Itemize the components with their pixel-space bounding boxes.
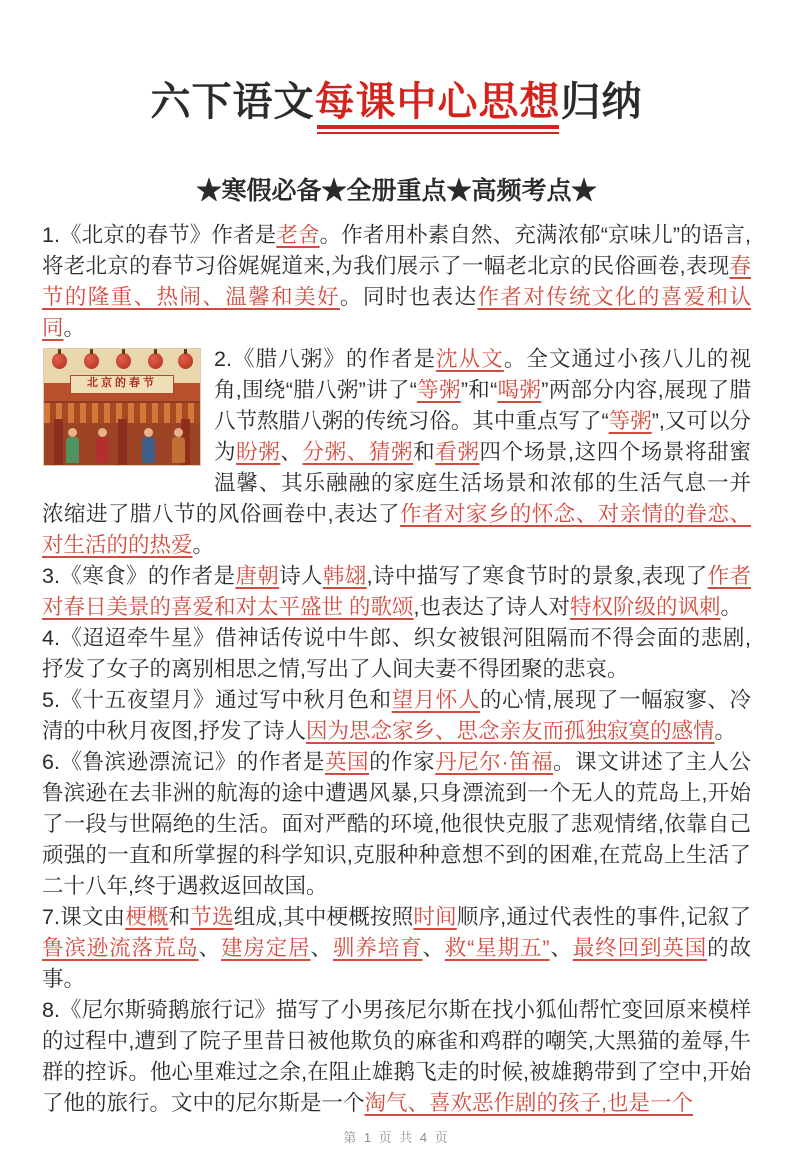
paragraph-2	[42, 344, 751, 561]
cover-person	[142, 437, 155, 463]
title-prefix: 六下语文	[150, 79, 315, 124]
page-title	[42, 77, 751, 127]
body-text: 。	[192, 532, 215, 557]
paragraph-7-text	[42, 905, 751, 991]
page-subtitle: ★寒假必备★全册重点★高频考点★	[196, 176, 597, 205]
body-text: ”,又可以分为	[214, 408, 751, 464]
highlighted-text: 作者对传统文化的喜爱和认同	[42, 284, 751, 340]
body-text: 、	[549, 935, 573, 960]
body-text: 2.《腊八粥》的作者是	[214, 346, 437, 371]
body-text: 、	[310, 935, 333, 960]
highlighted-text: 等粥	[608, 408, 652, 433]
lantern-icon	[52, 353, 67, 369]
cover-pillar	[118, 419, 127, 465]
cover-person	[96, 437, 109, 463]
paragraph-5	[42, 685, 751, 747]
body-text: ,也表达了诗人对	[413, 594, 570, 619]
paragraph-5-text	[42, 688, 751, 743]
body-text: 4.《迢迢牵牛星》借神话传说中牛郎、织女被银河阻隔而不得会面的悲剧,抒发了女子的离别相思之情,写出了人间夫妻不得团聚的悲哀。	[42, 625, 751, 681]
highlighted-text: 老舍	[276, 222, 320, 247]
paragraph-8-text	[42, 998, 751, 1115]
paragraph-4-text	[42, 626, 751, 681]
page-footer: 第 1 页 共 4 页	[343, 1129, 450, 1145]
highlighted-text: 特权阶级的讽刺	[569, 594, 721, 619]
body-text: ”两部分内容,展现了腊八节熬腊八粥的传统习俗。其中重点写了“	[214, 377, 751, 433]
cover-banner-title: 北京的春节	[70, 375, 174, 394]
body-text: ,诗中描写了寒食节时的景象,表现了	[366, 563, 708, 588]
highlighted-text: 丹尼尔·笛福	[435, 749, 554, 774]
body-text: 。	[714, 718, 737, 743]
body-text: 顺序,通过代表性的事件,记叙了	[456, 904, 751, 929]
body-text: 3.《寒食》的作者是	[42, 563, 236, 588]
highlighted-text: 分粥、猜粥	[302, 439, 414, 464]
lesson-cover-image	[44, 349, 200, 465]
highlighted-text: 鲁滨逊流落荒岛	[42, 935, 199, 960]
cover-person	[66, 437, 79, 463]
body-text: 四个场景,这四个场景将甜蜜温馨、其乐融融的家庭生活场景和浓郁的生活气息一并浓缩进了腊八节的风俗画卷中,表达了	[42, 439, 751, 526]
highlighted-text: 淘气、喜欢恶作剧的孩子,也是一个	[364, 1090, 693, 1115]
highlighted-text: 最终回到英国	[572, 935, 708, 960]
highlighted-text: 春节的隆重、热闹、温馨和美好	[42, 253, 751, 309]
highlighted-text: 驯养培育	[332, 935, 423, 960]
paragraph-3-text	[42, 564, 751, 619]
paragraph-7	[42, 902, 751, 995]
paragraph-1-text	[42, 223, 751, 340]
body-text: ”和“	[460, 377, 498, 402]
body-text: 的故事。	[42, 935, 751, 991]
lantern-icon	[148, 353, 163, 369]
body-text: 、	[422, 935, 445, 960]
body-text: 。作者用朴素自然、充满浓郁“京味儿”的语言,将老北京的春节习俗娓娓道来,为我们展示了一幅老北京的民俗画卷,表现	[42, 222, 751, 278]
body-text: 7.课文由	[42, 904, 126, 929]
body-text: 。课文讲述了主人公鲁滨逊在去非洲的航海的途中遭遇风暴,只身漂流到一个无人的荒岛上,开始了一段与世隔绝的生活。面对严酷的环境,他很快克服了悲观情绪,依靠自己顽强的一直和所掌握的科学知识,克服种种意想不到的困难,在荒岛上生活了二十八年,终于遇救返回故国。	[42, 749, 751, 898]
paragraph-1	[42, 220, 751, 344]
body-text: 的心情,展现了一幅寂寥、冷清的中秋月夜图,抒发了诗人	[42, 687, 751, 743]
highlighted-text: 梗概	[125, 904, 169, 929]
body-text: 。全文通过小孩八儿的视角,围绕“腊八粥”讲了“	[214, 346, 751, 402]
highlighted-text: 英国	[324, 749, 370, 774]
body-text: 诗人	[279, 563, 323, 588]
body-text: 和	[413, 439, 436, 464]
paragraph-6-text	[42, 750, 751, 898]
lantern-icon	[84, 353, 99, 369]
body-text: 8.《尼尔斯骑鹅旅行记》描写了小男孩尼尔斯在找小狐仙帮忙变回原来模样的过程中,遭到了院子里昔日被他欺负的麻雀和鸡群的嘲笑,大黑猫的羞辱,牛群的控诉。他心里难过之余,在阻止雄鹅飞走的时候,被雄鹅带到了空中,开始了他的旅行。文中的尼尔斯是一个	[42, 997, 751, 1115]
highlighted-text: 时间	[413, 904, 457, 929]
title-highlight: 每课中心思想	[315, 77, 561, 127]
body-text: 5.《十五夜望月》通过写中秋月色和	[42, 687, 392, 712]
body-text: 。	[63, 315, 86, 340]
highlighted-text: 等粥	[416, 377, 461, 402]
highlighted-text: 喝粥	[497, 377, 542, 402]
body-text: 的作家	[369, 749, 436, 774]
highlighted-text: 作者对家乡的怀念、对亲情的眷恋、对生活的的热爱	[42, 501, 751, 557]
highlighted-text: 建房定居	[221, 935, 311, 960]
paragraph-4	[42, 623, 751, 685]
body-text: 6.《鲁滨逊漂流记》的作者是	[42, 749, 325, 774]
body-text: 。	[720, 594, 742, 619]
body-text: 、	[198, 935, 222, 960]
highlighted-text: 作者对春日美景的喜爱和对太平盛世 的歌颂	[42, 563, 751, 619]
body-text: 和	[168, 904, 191, 929]
body-text: 。同时也表达	[339, 284, 478, 309]
paragraph-3	[42, 561, 751, 623]
highlighted-text: 看粥	[435, 439, 480, 464]
lantern-icon	[178, 353, 193, 369]
highlighted-text: 韩翃	[322, 563, 367, 588]
highlighted-text: 望月怀人	[391, 687, 481, 712]
title-suffix: 归纳	[560, 79, 643, 124]
paragraph-6	[42, 747, 751, 902]
lantern-icon	[116, 353, 131, 369]
highlighted-text: 盼粥	[236, 439, 281, 464]
body-text: 组成,其中梗概按照	[233, 904, 414, 929]
highlighted-text: 唐朝	[235, 563, 280, 588]
cover-person	[172, 437, 185, 463]
paragraph-8	[42, 995, 751, 1119]
highlighted-text: 救“星期五”	[444, 935, 550, 960]
highlighted-text: 因为思念家乡、思念亲友而孤独寂寞的感情	[305, 718, 715, 743]
cover-pillar	[54, 419, 63, 465]
document-body	[42, 220, 751, 1119]
body-text: 、	[280, 439, 303, 464]
body-text: 1.《北京的春节》作者是	[42, 222, 277, 247]
highlighted-text: 节选	[190, 904, 234, 929]
highlighted-text: 沈从文	[436, 346, 504, 371]
